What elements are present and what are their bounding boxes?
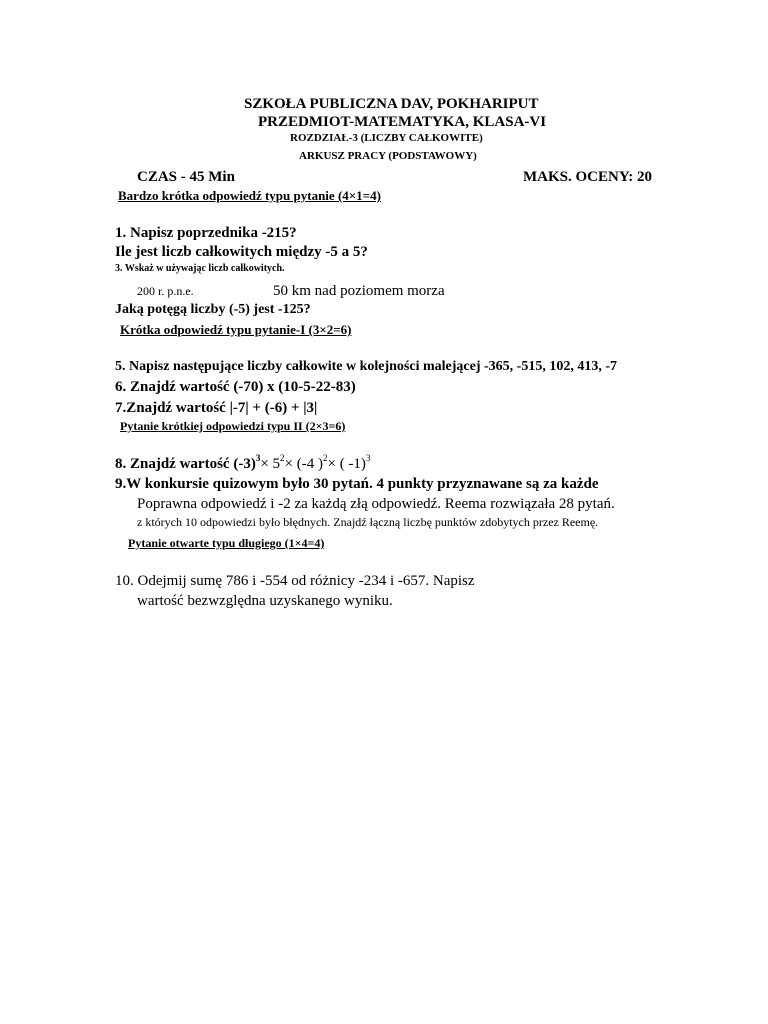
question-1: 1. Napisz poprzednika -215? [115, 225, 297, 241]
question-2: Ile jest liczb całkowitych między -5 a 5? [115, 244, 368, 260]
section-heading-short-2: Pytanie krótkiej odpowiedzi typu II (2×3=6) [120, 419, 346, 433]
question-6: 6. Znajdź wartość (-70) x (10-5-22-83) [115, 379, 356, 395]
question-8 [115, 453, 371, 472]
chapter-title: ROZDZIAŁ-3 (LICZBY CAŁKOWITE) [290, 132, 483, 144]
section-heading-very-short: Bardzo krótka odpowiedź typu pytanie (4×1=4) [118, 188, 381, 203]
question-5: 5. Napisz następujące liczby całkowite w kolejności malejącej -365, -515, 102, 413, -7 [115, 359, 617, 374]
question-9-line-2: Poprawna odpowiedź i -2 za każdą złą odpowiedź. Reema rozwiązała 28 pytań. [137, 496, 615, 512]
question-8-exp-1: 3 [255, 453, 261, 463]
question-8-term-3: × (-4 ) [284, 456, 323, 472]
question-3: 3. Wskaż w używając liczb całkowitych. [115, 263, 285, 274]
question-4: Jaką potęgą liczby (-5) jest -125? [115, 302, 311, 317]
max-marks-label: MAKS. OCENY: 20 [523, 169, 653, 185]
section-heading-long: Pytanie otwarte typu długiego (1×4=4) [128, 536, 325, 550]
question-8-term-2: × 5 [260, 456, 281, 472]
question-9-line-3: z których 10 odpowiedzi było błędnych. Znajdź łączną liczbę punktów zdobytych przez Reemę. [137, 515, 599, 529]
section-heading-short-1: Krótka odpowiedź typu pytanie-I (3×2=6) [120, 322, 352, 337]
question-3-item-a: 200 r. p.n.e. [137, 284, 194, 298]
question-3-item-b: 50 km nad poziomem morza [273, 283, 445, 299]
school-title: SZKOŁA PUBLICZNA DAV, POKHARIPUT [244, 96, 539, 112]
question-10-line-1: 10. Odejmij sumę 786 i -554 od różnicy -234 i -657. Napisz [115, 573, 475, 589]
worksheet-title: ARKUSZ PRACY (PODSTAWOWY) [299, 150, 477, 162]
question-8-exp-4: 3 [365, 453, 371, 463]
subject-title: PRZEDMIOT-MATEMATYKA, KLASA-VI [258, 114, 547, 130]
time-label: CZAS - 45 Min [137, 169, 235, 185]
question-7: 7.Znajdź wartość |-7| + (-6) + |3| [115, 400, 318, 416]
question-10-line-2: wartość bezwzględna uzyskanego wyniku. [137, 593, 393, 609]
question-9-line-1: 9.W konkursie quizowym było 30 pytań. 4 punkty przyznawane są za każde [115, 476, 599, 492]
question-8-text: 8. Znajdź wartość (-3) [115, 456, 256, 472]
question-8-term-4: × ( -1) [327, 456, 366, 472]
question-8-exp-3: 2 [322, 453, 328, 463]
question-8-exp-2: 2 [280, 453, 285, 463]
